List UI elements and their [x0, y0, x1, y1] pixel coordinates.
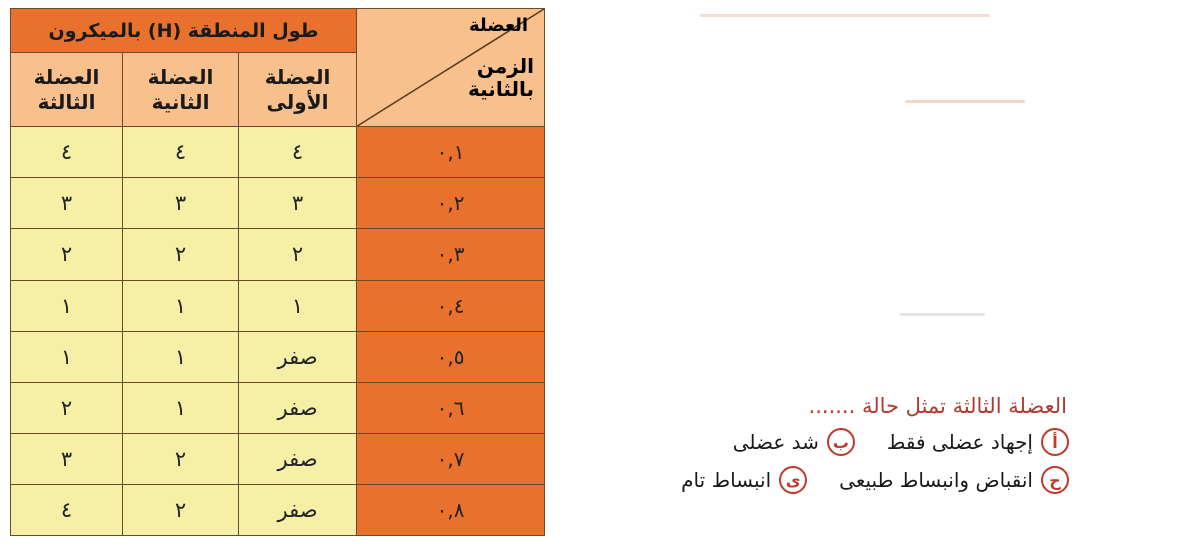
corner-header-cell — [357, 9, 545, 127]
option-c[interactable] — [839, 466, 1069, 494]
time-cell: ٠,٦ — [357, 382, 545, 433]
muscle-3-cell: ٤ — [11, 127, 123, 178]
corner-time-line1: الزمن — [476, 54, 535, 78]
muscle-3-header-line1: العضلة — [33, 64, 100, 89]
muscle-data-table — [10, 8, 545, 536]
question-stem: العضلة الثالثة تمثل حالة ....... — [808, 394, 1067, 418]
option-d-text: انبساط تام — [681, 468, 772, 492]
time-cell: ٠,٢ — [357, 178, 545, 229]
time-cell: ٠,٧ — [357, 433, 545, 484]
muscle-1-cell: صفر — [239, 331, 357, 382]
option-b-text: شد عضلى — [732, 430, 819, 454]
muscle-2-header-line2: الثانية — [151, 89, 210, 114]
muscle-1-header-line2: الأولى — [266, 89, 329, 114]
muscle-2-cell: ٤ — [123, 127, 239, 178]
muscle-1-cell: ١ — [239, 280, 357, 331]
table-row — [11, 280, 545, 331]
muscle-2-cell: ٢ — [123, 433, 239, 484]
option-a[interactable] — [887, 428, 1069, 456]
muscle-1-cell: صفر — [239, 382, 357, 433]
muscle-3-cell: ١ — [11, 280, 123, 331]
option-b-letter: ب — [827, 428, 855, 456]
muscle-1-cell: ٤ — [239, 127, 357, 178]
muscle-2-cell: ٣ — [123, 178, 239, 229]
muscle-1-cell: صفر — [239, 433, 357, 484]
question-block — [569, 394, 1069, 494]
muscle-2-cell: ٢ — [123, 229, 239, 280]
muscle-1-cell: ٢ — [239, 229, 357, 280]
corner-time-line2: بالثانية — [468, 77, 535, 101]
muscle-2-header-line1: العضلة — [147, 64, 214, 89]
table-row — [11, 382, 545, 433]
muscle-2-cell: ١ — [123, 382, 239, 433]
muscle-3-cell: ٢ — [11, 229, 123, 280]
option-d-letter: ى — [779, 466, 807, 494]
scan-smudge — [700, 14, 990, 17]
muscle-3-cell: ١ — [11, 331, 123, 382]
muscle-1-cell: ٣ — [239, 178, 357, 229]
time-cell: ٠,١ — [357, 127, 545, 178]
scan-smudge — [900, 313, 985, 316]
options-row-2 — [569, 466, 1069, 494]
muscle-3-cell: ٣ — [11, 178, 123, 229]
table-row — [11, 229, 545, 280]
table-row — [11, 433, 545, 484]
time-cell: ٠,٥ — [357, 331, 545, 382]
muscle-3-header — [11, 53, 123, 127]
muscle-3-header-line2: الثالثة — [37, 89, 96, 114]
option-c-letter: ح — [1041, 466, 1069, 494]
option-a-text: إجهاد عضلى فقط — [886, 430, 1033, 454]
option-a-letter: أ — [1041, 428, 1069, 456]
table-row — [11, 127, 545, 178]
muscle-1-header — [239, 53, 357, 127]
muscle-2-cell: ١ — [123, 280, 239, 331]
muscle-2-cell: ٢ — [123, 484, 239, 535]
muscle-2-cell: ١ — [123, 331, 239, 382]
corner-time-label — [468, 55, 534, 101]
options-row-1 — [569, 428, 1069, 456]
option-d[interactable] — [681, 466, 807, 494]
time-cell: ٠,٣ — [357, 229, 545, 280]
scan-smudge — [905, 100, 1025, 103]
option-c-text: انقباض وانبساط طبيعى — [839, 468, 1033, 492]
muscle-1-cell: صفر — [239, 484, 357, 535]
table-row — [11, 178, 545, 229]
table-row — [11, 484, 545, 535]
h-zone-length-header: طول المنطقة (H) بالميكرون — [11, 9, 357, 53]
time-cell: ٠,٤ — [357, 280, 545, 331]
option-b[interactable] — [733, 428, 855, 456]
muscle-3-cell: ٣ — [11, 433, 123, 484]
table-row — [11, 331, 545, 382]
muscle-3-cell: ٢ — [11, 382, 123, 433]
muscle-2-header — [123, 53, 239, 127]
muscle-3-cell: ٤ — [11, 484, 123, 535]
time-cell: ٠,٨ — [357, 484, 545, 535]
muscle-1-header-line1: العضلة — [264, 64, 331, 89]
corner-muscle-label: العضلة — [468, 15, 529, 36]
